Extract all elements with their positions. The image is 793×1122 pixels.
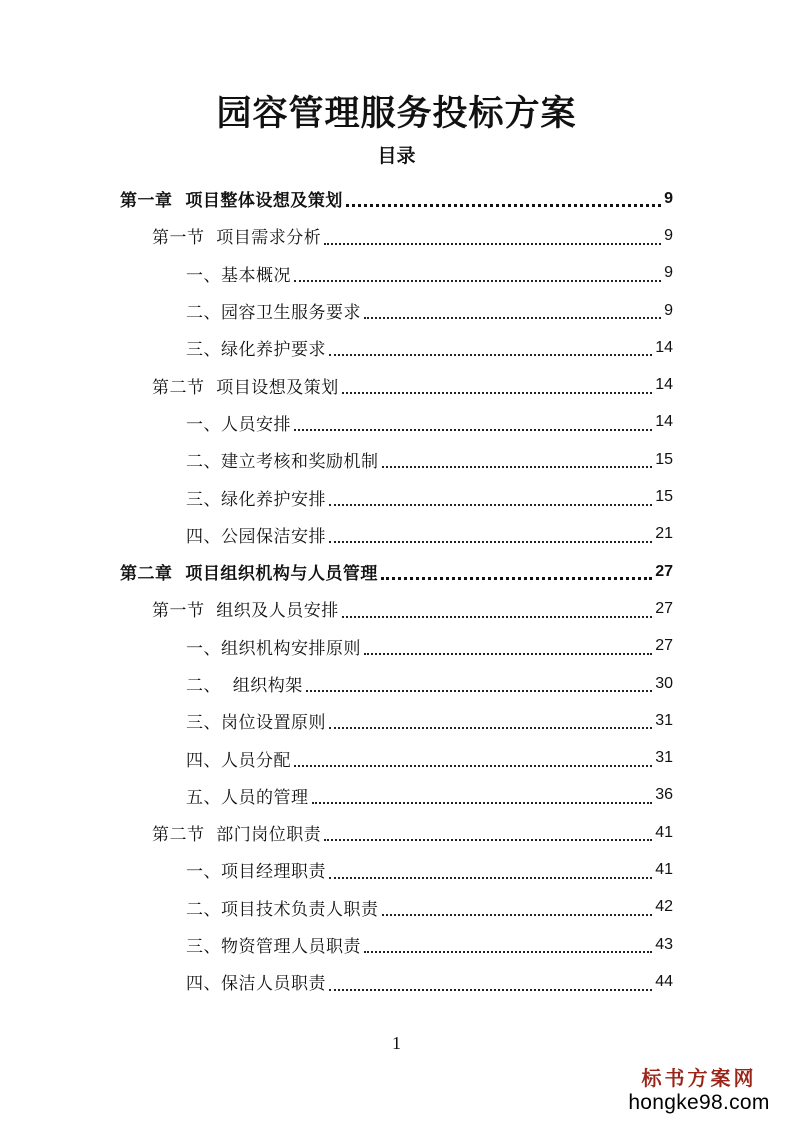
toc-entry[interactable] xyxy=(0,516,793,553)
toc-entry[interactable] xyxy=(0,478,793,515)
toc-dot-leader xyxy=(382,913,653,916)
table-of-contents xyxy=(0,180,793,1001)
toc-dot-leader xyxy=(306,689,652,692)
toc-entry-label: 一、基本概况 xyxy=(186,265,291,286)
toc-entry-label: 三、岗位设置原则 xyxy=(186,713,326,734)
toc-entry-label: 二、园容卫生服务要求 xyxy=(186,303,361,324)
toc-entry[interactable] xyxy=(0,814,793,851)
toc-entry-label: 三、绿化养护安排 xyxy=(186,489,326,510)
toc-entry-page: 9 xyxy=(664,264,673,282)
document-title: 园容管理服务投标方案 xyxy=(216,93,577,134)
watermark-url: hongke98.com xyxy=(628,1091,770,1114)
toc-entry[interactable] xyxy=(0,889,793,926)
toc-entry-label: 四、人员分配 xyxy=(186,750,291,771)
toc-entry-page: 30 xyxy=(655,674,673,692)
toc-entry-page: 36 xyxy=(655,786,673,804)
toc-entry[interactable] xyxy=(0,441,793,478)
toc-entry-label: 第一章 项目整体设想及策划 xyxy=(120,191,343,212)
toc-dot-leader xyxy=(382,465,653,468)
toc-dot-leader xyxy=(364,950,652,953)
toc-entry[interactable] xyxy=(0,329,793,366)
toc-entry-label: 五、人员的管理 xyxy=(186,787,309,808)
toc-entry-page: 9 xyxy=(664,301,673,319)
toc-entry-label: 二、建立考核和奖励机制 xyxy=(186,452,379,473)
toc-dot-leader xyxy=(324,242,661,245)
toc-entry-label: 四、保洁人员职责 xyxy=(186,974,326,995)
toc-entry[interactable] xyxy=(0,217,793,254)
toc-entry[interactable] xyxy=(0,366,793,403)
toc-entry[interactable] xyxy=(0,292,793,329)
toc-dot-leader xyxy=(364,316,661,319)
toc-entry-page: 27 xyxy=(655,637,673,655)
toc-dot-leader xyxy=(324,838,652,841)
toc-entry-label: 三、物资管理人员职责 xyxy=(186,937,361,958)
toc-entry-page: 15 xyxy=(655,450,673,468)
toc-entry[interactable] xyxy=(0,628,793,665)
toc-entry-label: 一、项目经理职责 xyxy=(186,862,326,883)
toc-entry-page: 31 xyxy=(655,749,673,767)
toc-dot-leader xyxy=(342,391,652,394)
toc-dot-leader xyxy=(342,615,652,618)
toc-dot-leader xyxy=(329,540,652,543)
toc-entry-page: 44 xyxy=(655,972,673,990)
toc-entry-page: 14 xyxy=(655,338,673,356)
toc-entry-page: 9 xyxy=(664,189,673,207)
toc-entry-label: 第二节 部门岗位职责 xyxy=(152,825,322,846)
toc-dot-leader xyxy=(364,652,652,655)
toc-entry-page: 15 xyxy=(655,488,673,506)
toc-dot-leader xyxy=(294,279,661,282)
toc-entry-label: 二、项目技术负责人职责 xyxy=(186,899,379,920)
toc-entry-page: 27 xyxy=(655,599,673,617)
toc-entry-label: 一、组织机构安排原则 xyxy=(186,638,361,659)
toc-entry-label: 第一节 组织及人员安排 xyxy=(152,601,339,622)
toc-entry-page: 9 xyxy=(664,226,673,244)
toc-entry[interactable] xyxy=(0,926,793,963)
toc-dot-leader xyxy=(294,428,652,431)
toc-entry[interactable] xyxy=(0,665,793,702)
toc-entry-page: 27 xyxy=(655,562,673,580)
toc-entry-page: 14 xyxy=(655,376,673,394)
toc-dot-leader xyxy=(312,801,653,804)
toc-dot-leader xyxy=(346,203,661,207)
toc-heading: 目录 xyxy=(377,145,416,167)
toc-entry[interactable] xyxy=(0,739,793,776)
toc-entry[interactable] xyxy=(0,404,793,441)
watermark-logo xyxy=(619,1066,779,1116)
toc-entry[interactable] xyxy=(0,255,793,292)
toc-entry[interactable] xyxy=(0,180,793,217)
toc-entry-page: 21 xyxy=(655,525,673,543)
toc-entry[interactable] xyxy=(0,777,793,814)
toc-entry[interactable] xyxy=(0,851,793,888)
toc-entry[interactable] xyxy=(0,963,793,1000)
toc-entry-page: 41 xyxy=(655,823,673,841)
toc-entry-label: 第二节 项目设想及策划 xyxy=(152,377,339,398)
toc-entry-page: 41 xyxy=(655,860,673,878)
toc-entry[interactable] xyxy=(0,590,793,627)
toc-entry-label: 第一节 项目需求分析 xyxy=(152,228,322,249)
page-number: 1 xyxy=(392,1033,401,1053)
toc-entry-page: 31 xyxy=(655,711,673,729)
toc-dot-leader xyxy=(294,764,652,767)
toc-entry-label: 第二章 项目组织机构与人员管理 xyxy=(120,564,378,585)
toc-entry-page: 43 xyxy=(655,935,673,953)
toc-dot-leader xyxy=(381,576,652,580)
toc-entry-page: 42 xyxy=(655,898,673,916)
watermark-name: 标书方案网 xyxy=(641,1066,757,1090)
toc-entry[interactable] xyxy=(0,553,793,590)
toc-dot-leader xyxy=(329,988,652,991)
toc-dot-leader xyxy=(329,876,652,879)
toc-entry-label: 一、人员安排 xyxy=(186,414,291,435)
toc-entry-label: 四、公园保洁安排 xyxy=(186,526,326,547)
toc-entry-label: 二、 组织构架 xyxy=(186,676,303,696)
toc-dot-leader xyxy=(329,353,652,356)
toc-dot-leader xyxy=(329,726,652,729)
toc-entry[interactable] xyxy=(0,702,793,739)
toc-entry-label: 三、绿化养护要求 xyxy=(186,340,326,361)
toc-dot-leader xyxy=(329,503,652,506)
toc-entry-page: 14 xyxy=(655,413,673,431)
